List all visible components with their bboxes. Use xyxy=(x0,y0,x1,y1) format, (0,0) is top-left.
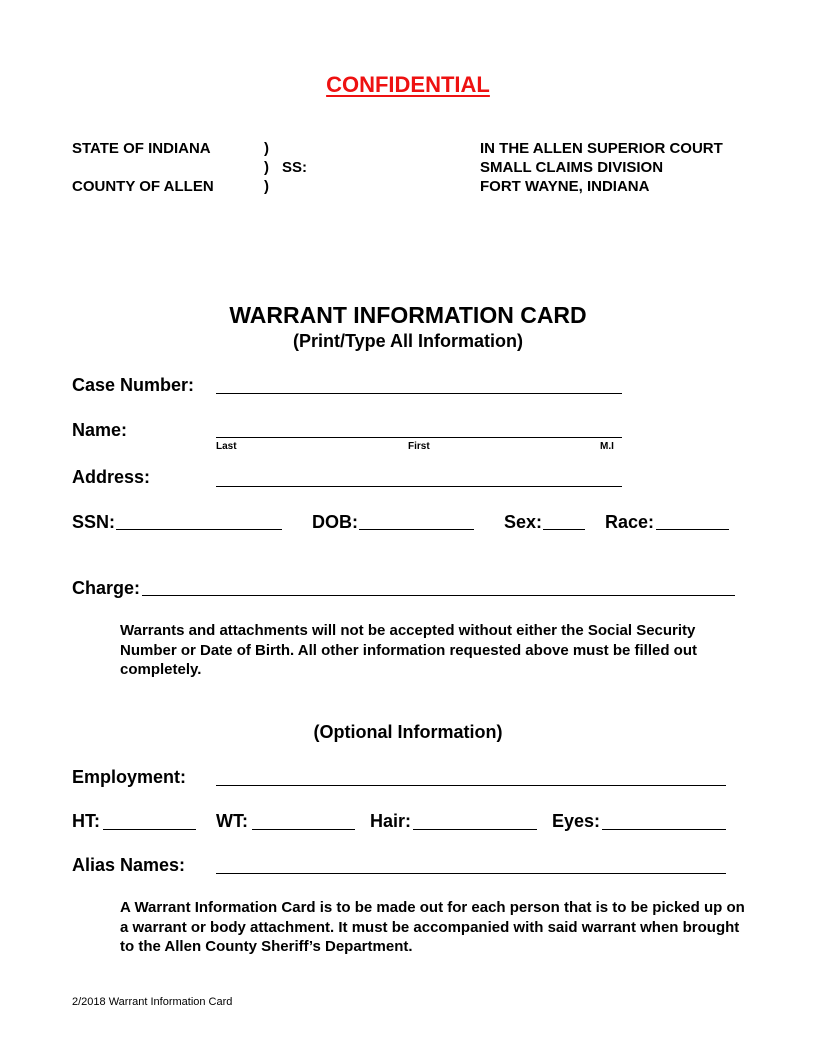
address-field[interactable] xyxy=(216,486,622,487)
caption-paren-2: ) xyxy=(264,159,269,176)
dob-label: DOB: xyxy=(312,512,358,532)
dob-field[interactable] xyxy=(359,529,474,530)
footer-revision: 2/2018 Warrant Information Card xyxy=(72,996,233,1008)
caption-court: IN THE ALLEN SUPERIOR COURT xyxy=(480,140,723,157)
caption-county: COUNTY OF ALLEN xyxy=(72,178,214,195)
alias-field[interactable] xyxy=(216,873,726,874)
form-subtitle: (Print/Type All Information) xyxy=(293,331,523,351)
optional-heading: (Optional Information) xyxy=(313,722,503,742)
ssn-field[interactable] xyxy=(116,529,282,530)
name-label: Name: xyxy=(72,420,128,440)
ht-label: HT: xyxy=(72,811,100,831)
charge-label: Charge: xyxy=(72,578,141,598)
caption-division: SMALL CLAIMS DIVISION xyxy=(480,159,664,176)
charge-field[interactable] xyxy=(142,595,735,596)
ssn-label: SSN: xyxy=(72,512,116,532)
employment-field[interactable] xyxy=(216,785,726,786)
caption-paren-3: ) xyxy=(264,178,269,195)
race-label: Race: xyxy=(605,512,655,532)
name-field[interactable] xyxy=(216,437,622,438)
confidential-heading: CONFIDENTIAL xyxy=(326,72,490,97)
sex-field[interactable] xyxy=(543,529,585,530)
caption-state: STATE OF INDIANA xyxy=(72,140,211,157)
case-number-field[interactable] xyxy=(216,393,622,394)
eyes-field[interactable] xyxy=(602,829,726,830)
sex-label: Sex: xyxy=(504,512,543,532)
eyes-label: Eyes: xyxy=(552,811,601,831)
address-label: Address: xyxy=(72,467,151,487)
race-field[interactable] xyxy=(656,529,729,530)
warrant-notice: Warrants and attachments will not be accepted without either the Social Security Number or Date of Birth. All other information requested above must be filled out completely. xyxy=(120,622,697,678)
card-instructions: A Warrant Information Card is to be made out for each person that is to be picked up on a warrant or body attachment. It must be accompanied with said warrant when brought to the Allen County Sheriff’s Department. xyxy=(120,899,745,955)
wt-label: WT: xyxy=(216,811,248,831)
ht-field[interactable] xyxy=(103,829,196,830)
caption-city: FORT WAYNE, INDIANA xyxy=(480,178,650,195)
wt-field[interactable] xyxy=(252,829,355,830)
alias-label: Alias Names: xyxy=(72,855,186,875)
form-title: WARRANT INFORMATION CARD xyxy=(229,302,587,328)
hair-label: Hair: xyxy=(370,811,412,831)
name-first-caption: First xyxy=(408,441,430,452)
caption-paren-1: ) xyxy=(264,140,269,157)
name-last-caption: Last xyxy=(216,441,237,452)
caption-ss: SS: xyxy=(282,159,308,176)
hair-field[interactable] xyxy=(413,829,537,830)
employment-label: Employment: xyxy=(72,767,187,787)
case-number-label: Case Number: xyxy=(72,375,195,395)
name-mi-caption: M.I xyxy=(600,441,614,452)
